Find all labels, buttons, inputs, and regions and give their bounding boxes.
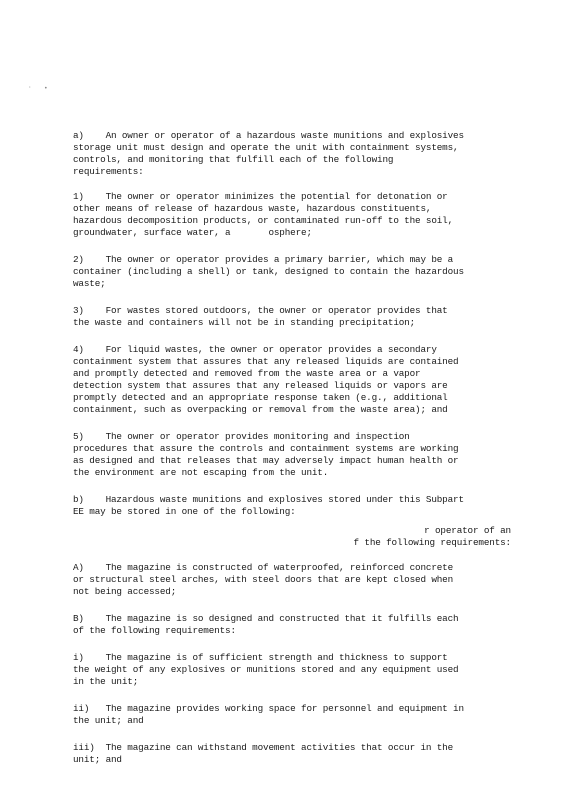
paragraph-a-3: 3) For wastes stored outdoors, the owner or operator provides that the waste and containers will not be in standing precipitation; [73,305,448,328]
document-body [73,130,513,779]
paragraph-a-4: 4) For liquid wastes, the owner or operator provides a secondary containment system that assures that any released liquids are contained and promptly detected and removed from the waste area or a vapor detection system that assures that any released liquids or vapors are promptly detected and an appropriate response taken (e.g., additional containment, such as overpacking or removal from the waste area); and [73,344,459,415]
paragraph-a-2: 2) The owner or operator provides a primary barrier, which may be a container (including a shell) or tank, designed to contain the hazardous waste; [73,254,464,289]
paragraph-b-b-iii: iii) The magazine can withstand movement activities that occur in the unit; and [73,742,454,765]
scan-speck: • [44,85,48,92]
paragraph-b-b-ii: ii) The magazine provides working space for personnel and equipment in the unit; and [73,703,464,726]
text-fragment: f the following requirements: [353,537,511,548]
paragraph-a-1: 1) The owner or operator minimizes the potential for detonation or other means of release of hazardous waste, hazardous constituents, hazardous decomposition products, or contaminated run-off to the soil, groundwater, surface water, a osphere; [73,191,454,238]
paragraph-b-b: B) The magazine is so designed and constructed that it fulfills each of the following requirements: [73,613,459,636]
paragraph-b-a: A) The magazine is constructed of waterproofed, reinforced concrete or structural steel arches, with steel doors that are kept closed when not being accessed; [73,562,454,597]
paragraph-b: b) Hazardous waste munitions and explosives stored under this Subpart EE may be stored in one of the following: [73,494,464,517]
scan-speck: · [28,84,32,91]
paragraph-a-5: 5) The owner or operator provides monitoring and inspection procedures that assure the controls and containment systems are working as designed and that releases that may adversely impact human health or the environment are not escaping from the unit. [73,431,459,478]
paragraph-a: a) An owner or operator of a hazardous waste munitions and explosives storage unit must design and operate the unit with containment systems, controls, and monitoring that fulfill each of the following requirements: [73,130,464,177]
paragraph-b-b-i: i) The magazine is of sufficient strength and thickness to support the weight of any explosives or munitions stored and any equipment used in the unit; [73,652,459,687]
text-fragment: r operator of an [424,525,511,536]
